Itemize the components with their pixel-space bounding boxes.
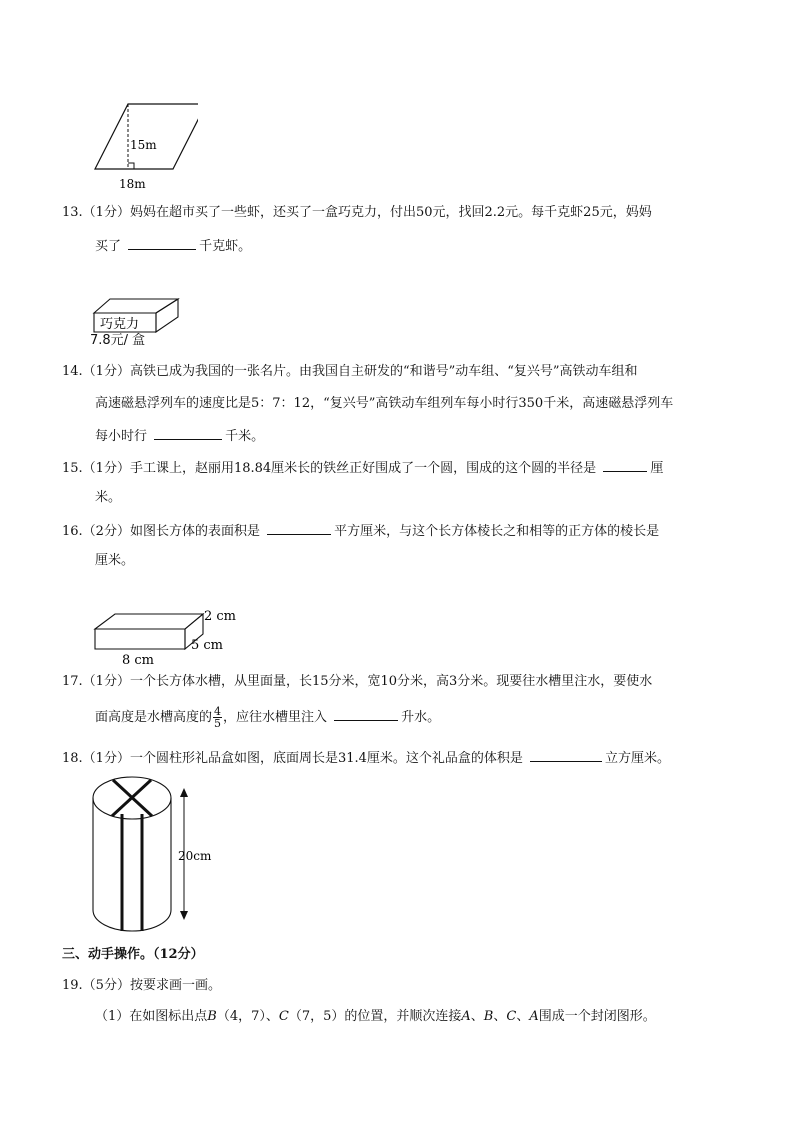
question-15-text-1b: 厘 bbox=[650, 461, 664, 476]
question-17-text-2c: 升水。 bbox=[401, 710, 441, 725]
question-18-text-1b: 立方厘米。 bbox=[605, 751, 671, 766]
cuboid-height-label: 2 cm bbox=[204, 609, 237, 624]
question-17-answer-blank[interactable] bbox=[334, 707, 398, 721]
question-19-number: 19.（5分） bbox=[62, 978, 130, 993]
chocolate-price-label: 7.8元/ 盒 bbox=[90, 333, 146, 348]
question-13-answer-blank[interactable] bbox=[128, 236, 196, 250]
fraction-numerator: 4 bbox=[214, 705, 222, 718]
question-14-number: 14.（1分） bbox=[62, 364, 130, 379]
question-15-text-1a: 手工课上，赵丽用18.84厘米长的铁丝正好围成了一个圆，围成的这个圆的半径是 bbox=[129, 461, 597, 476]
question-14-line-3 bbox=[95, 426, 264, 446]
q19-sub1-text-end: 围成一个封闭图形。 bbox=[538, 1009, 656, 1024]
point-c-label: C bbox=[278, 1009, 289, 1024]
section-3-title: 三、动手操作。（12分） bbox=[62, 947, 204, 962]
question-15-answer-blank[interactable] bbox=[603, 458, 647, 472]
chocolate-box-top bbox=[94, 299, 178, 313]
question-17-number: 17.（1分） bbox=[62, 674, 130, 689]
question-15-number: 15.（1分） bbox=[62, 461, 130, 476]
question-13-line-2 bbox=[95, 236, 251, 256]
question-14-text-1: 高铁已成为我国的一张名片。由我国自主研发的“和谐号”动车组、“复兴号”高铁动车组和 bbox=[129, 364, 638, 379]
question-17-line-2 bbox=[95, 705, 440, 731]
question-13-number: 13.（1分） bbox=[62, 205, 130, 220]
question-16-answer-blank-1[interactable] bbox=[267, 521, 331, 535]
question-19-line-1 bbox=[62, 977, 221, 995]
parallelogram-height-label: 15m bbox=[130, 138, 157, 152]
chocolate-box-side bbox=[156, 299, 178, 332]
cuboid-figure bbox=[90, 602, 240, 668]
question-18-answer-blank[interactable] bbox=[530, 748, 602, 762]
question-17-text-2a: 面高度是水槽高度的 bbox=[95, 710, 213, 725]
question-18-line-1 bbox=[62, 748, 670, 768]
question-16-text-1b: 平方厘米，与这个长方体棱长之和相等的正方体的棱长是 bbox=[334, 524, 660, 539]
four-fifths-fraction bbox=[213, 706, 222, 729]
cuboid-length-label: 8 cm bbox=[122, 653, 155, 668]
seq-point-a: A bbox=[461, 1009, 471, 1024]
question-15-text-2: 米。 bbox=[95, 490, 122, 505]
height-arrow-top-head bbox=[180, 788, 188, 797]
cylinder-gift-box-figure bbox=[88, 770, 228, 938]
seq-sep-1: 、 bbox=[470, 1009, 484, 1024]
question-13-text-2b: 千克虾。 bbox=[199, 239, 252, 254]
height-arrow-bottom-head bbox=[180, 911, 188, 920]
chocolate-box-label: 巧克力 bbox=[100, 317, 140, 332]
seq-point-c: C bbox=[506, 1009, 517, 1024]
point-b-coords: （4，7）、 bbox=[216, 1009, 279, 1024]
question-17-text-2b: ，应往水槽里注入 bbox=[223, 710, 328, 725]
question-14-line-2 bbox=[95, 395, 673, 413]
point-b-label: B bbox=[207, 1009, 217, 1024]
cuboid-top-face bbox=[95, 614, 203, 629]
parallelogram-shape bbox=[95, 104, 198, 169]
right-angle-mark bbox=[128, 163, 134, 169]
question-14-answer-blank[interactable] bbox=[154, 426, 222, 440]
question-14-line-1 bbox=[62, 363, 638, 381]
q19-sub1-text-a: （1）在如图标出点 bbox=[95, 1009, 208, 1024]
cuboid-width-label: 5 cm bbox=[191, 638, 224, 653]
question-17-line-1 bbox=[62, 673, 652, 691]
seq-sep-3: 、 bbox=[516, 1009, 530, 1024]
cylinder-height-label: 20cm bbox=[178, 849, 212, 863]
question-16-text-2: 厘米。 bbox=[95, 553, 135, 568]
question-18-number: 18.（1分） bbox=[62, 751, 130, 766]
parallelogram-base-label: 18m bbox=[119, 177, 146, 191]
seq-sep-2: 、 bbox=[493, 1009, 507, 1024]
question-13-text-2a: 买了 bbox=[95, 239, 122, 254]
chocolate-box-figure bbox=[90, 297, 182, 333]
question-16-line-1 bbox=[62, 521, 659, 541]
seq-point-b: B bbox=[483, 1009, 494, 1024]
question-16-number: 16.（2分） bbox=[62, 524, 130, 539]
question-14-text-3b: 千米。 bbox=[225, 429, 265, 444]
point-c-coords: （7，5）的位置，并顺次连接 bbox=[288, 1009, 462, 1024]
fraction-denominator: 5 bbox=[214, 717, 222, 730]
question-18-text-1a: 一个圆柱形礼品盒如图，底面周长是31.4厘米。这个礼品盒的体积是 bbox=[129, 751, 523, 766]
question-19-sub-1 bbox=[95, 1008, 656, 1026]
question-13-text-1: 妈妈在超市买了一些虾，还买了一盒巧克力，付出50元，找回2.2元。每千克虾25元，妈妈 bbox=[129, 205, 652, 220]
question-15-line-1 bbox=[62, 458, 663, 478]
cylinder-bottom-arc bbox=[93, 910, 171, 931]
question-14-text-2: 高速磁悬浮列车的速度比是5：7：12，“复兴号”高铁动车组列车每小时行350千米，高速磁悬浮列车 bbox=[95, 396, 674, 411]
question-17-text-1: 一个长方体水槽，从里面量，长15分米，宽10分米，高3分米。现要往水槽里注水，要使水 bbox=[129, 674, 653, 689]
parallelogram-figure bbox=[88, 100, 198, 192]
question-13-line-1 bbox=[62, 204, 652, 222]
question-14-text-3a: 每小时行 bbox=[95, 429, 148, 444]
question-19-text-1: 按要求画一画。 bbox=[129, 978, 221, 993]
seq-point-a-2: A bbox=[529, 1009, 539, 1024]
question-16-text-1a: 如图长方体的表面积是 bbox=[129, 524, 260, 539]
question-15-line-2 bbox=[95, 489, 121, 507]
question-16-line-2 bbox=[95, 552, 134, 570]
cuboid-front-face bbox=[95, 629, 185, 649]
